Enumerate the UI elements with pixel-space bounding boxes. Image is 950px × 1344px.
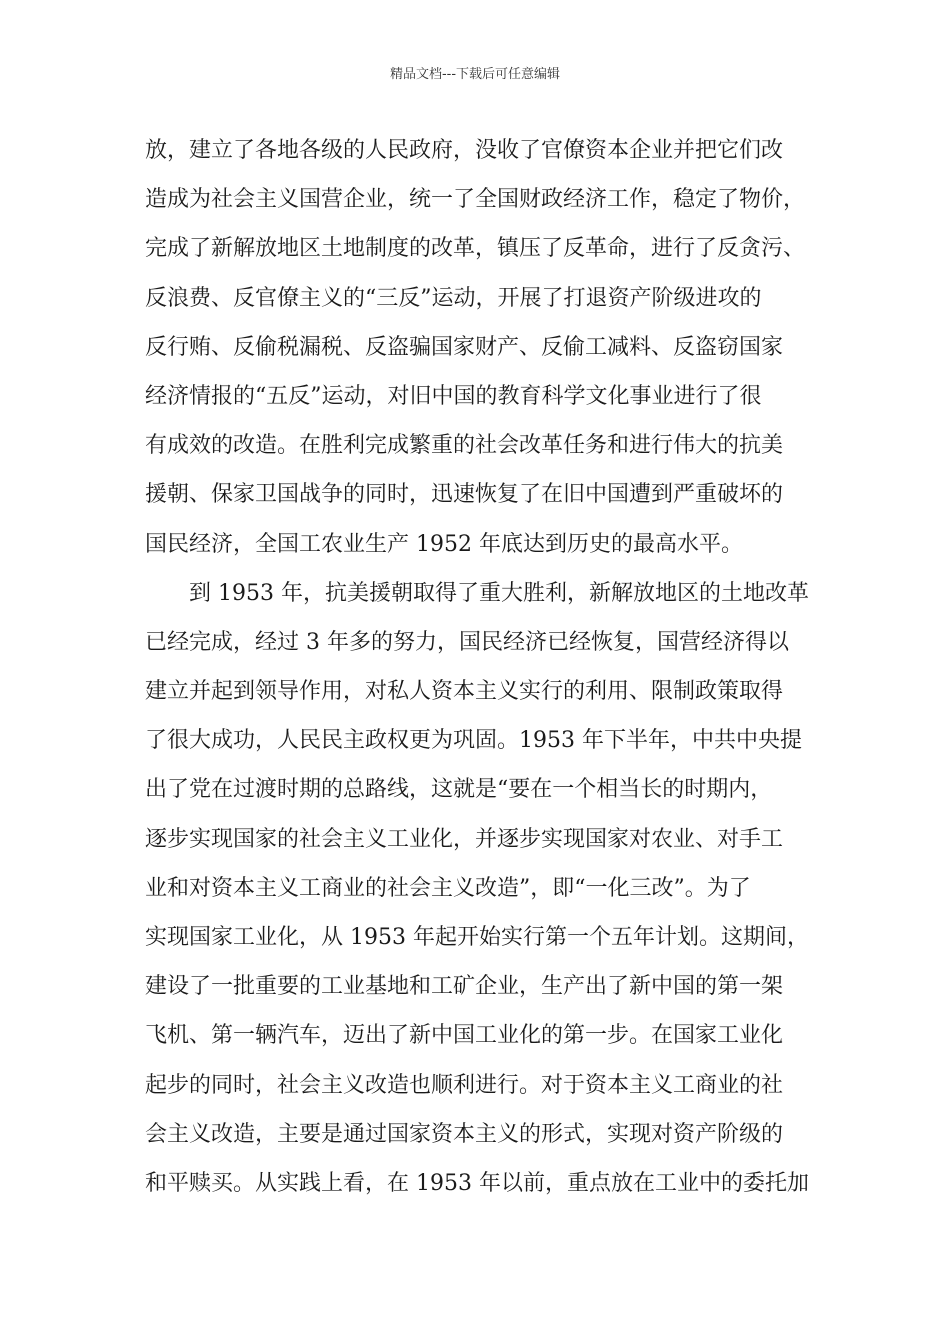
text-line: 经济情报的“五反”运动，对旧中国的教育科学文化事业进行了很: [145, 383, 762, 409]
text-line: 建立并起到领导作用，对私人资本主义实行的利用、限制政策取得: [145, 679, 784, 705]
text-line: 有成效的改造。在胜利完成繁重的社会改革任务和进行伟大的抗美: [145, 433, 784, 459]
text-line: 放，建立了各地各级的人民政府，没收了官僚资本企业并把它们改: [145, 138, 784, 163]
paragraph-2: [145, 569, 809, 1208]
text-line: 到 1953 年，抗美援朝取得了重大胜利，新解放地区的土地改革: [189, 580, 809, 606]
text-line: 和平赎买。从实践上看，在 1953 年以前，重点放在工业中的委托加: [145, 1170, 809, 1196]
text-line: 逐步实现国家的社会主义工业化，并逐步实现国家对农业、对手工: [145, 826, 784, 852]
text-line: 反浪费、反官僚主义的“三反”运动，开展了打退资产阶级进攻的: [145, 285, 762, 311]
text-line: 起步的同时，社会主义改造也顺利进行。对于资本主义工商业的社: [145, 1072, 784, 1098]
text-line: 飞机、第一辆汽车，迈出了新中国工业化的第一步。在国家工业化: [145, 1023, 784, 1049]
text-line: 了很大成功，人民民主政权更为巩固。1953 年下半年，中共中央提: [145, 728, 802, 754]
text-line: 业和对资本主义工商业的社会主义改造”，即“一化三改”。为了: [145, 875, 751, 901]
text-line: 已经完成，经过 3 年多的努力，国民经济已经恢复，国营经济得以: [145, 629, 789, 655]
text-line: 反行贿、反偷税漏税、反盗骗国家财产、反偷工减料、反盗窃国家: [145, 334, 784, 360]
document-body: [145, 126, 809, 1208]
text-line: 完成了新解放地区土地制度的改革，镇压了反革命，进行了反贪污、: [145, 236, 806, 262]
text-line: 援朝、保家卫国战争的同时，迅速恢复了在旧中国遭到严重破坏的: [145, 482, 784, 508]
text-line: 实现国家工业化，从 1953 年起开始实行第一个五年计划。这期间，: [145, 925, 809, 950]
text-line: 出了党在过渡时期的总路线，这就是“要在一个相当长的时期内，: [145, 777, 773, 803]
text-line: 造成为社会主义国营企业，统一了全国财政经济工作，稳定了物价，: [145, 187, 806, 213]
text-line: 建设了一批重要的工业基地和工矿企业，生产出了新中国的第一架: [145, 974, 784, 1000]
paragraph-1: [145, 126, 809, 569]
text-line: 国民经济，全国工农业生产 1952 年底达到历史的最高水平。: [145, 531, 743, 557]
text-line: 会主义改造，主要是通过国家资本主义的形式，实现对资产阶级的: [145, 1121, 784, 1147]
page-header: 精品文档---下载后可任意编辑: [389, 67, 561, 82]
